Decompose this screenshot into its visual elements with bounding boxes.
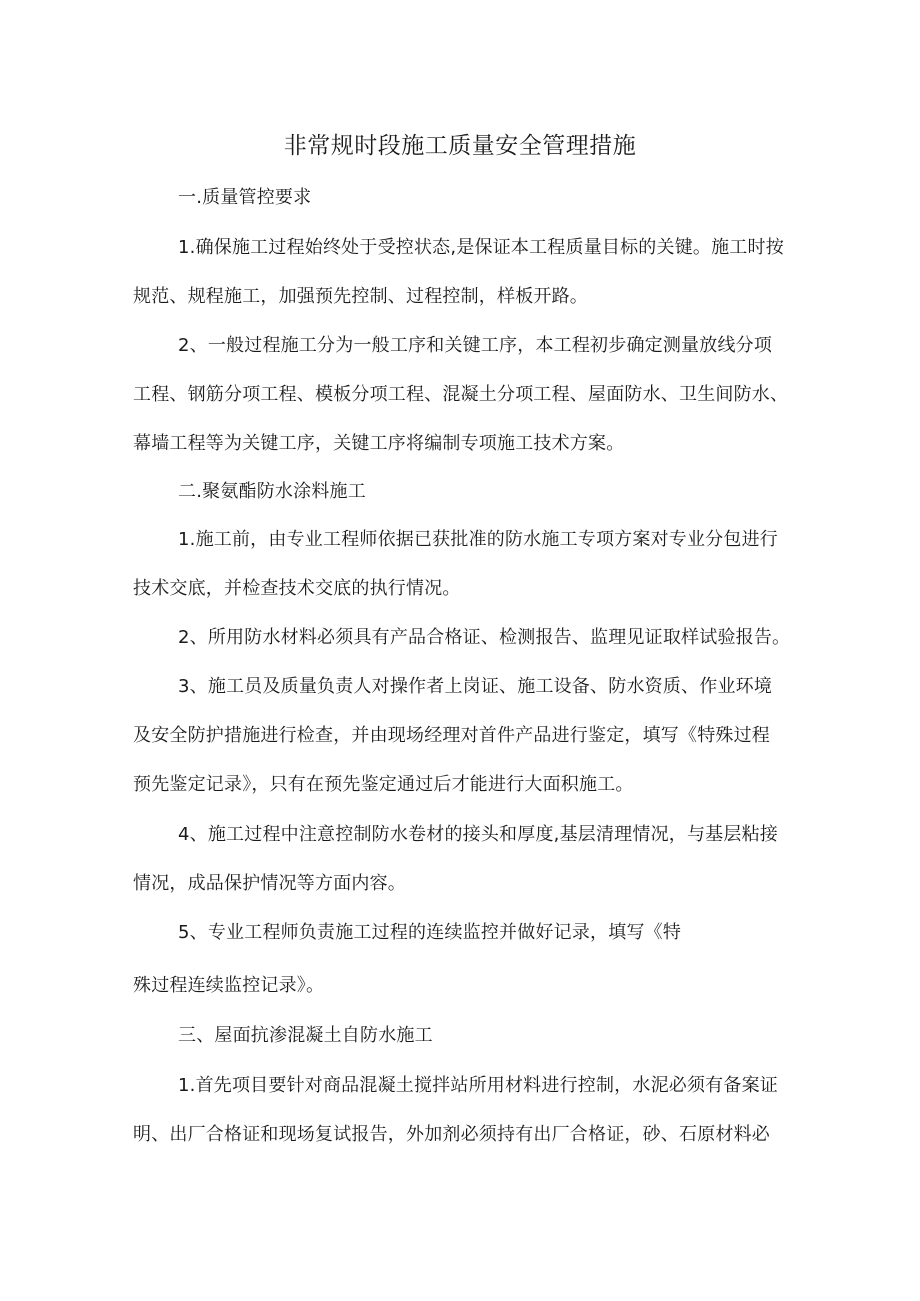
paragraph-line: 2、一般过程施工分为一般工序和关键工序，本工程初步确定测量放线分项 [178, 335, 773, 356]
section-heading-2: 二.聚氨酯防水涂料施工 [178, 481, 366, 502]
paragraph-line: 情况，成品保护情况等方面内容。 [133, 873, 406, 894]
paragraph-line: 幕墙工程等为关键工序，关键工序将编制专项施工技术方案。 [133, 433, 625, 454]
paragraph-line: 预先鉴定记录》，只有在预先鉴定通过后才能进行大面积施工。 [133, 774, 634, 795]
paragraph-line: 2、所用防水材料必须具有产品合格证、检测报告、监理见证取样试验报告。 [178, 627, 791, 648]
paragraph-line: 工程、钢筋分项工程、模板分项工程、混凝土分项工程、屋面防水、卫生间防水、 [133, 384, 789, 405]
section-heading-1: 一.质量管控要求 [178, 187, 312, 208]
paragraph-line: 5、专业工程师负责施工过程的连续监控并做好记录，填写《特 [178, 922, 682, 943]
page-title: 非常规时段施工质量安全管理措施 [283, 133, 637, 159]
paragraph-line: 技术交底，并检查技术交底的执行情况。 [133, 578, 461, 599]
paragraph-line: 明、出厂合格证和现场复试报告，外加剂必须持有出厂合格证，砂、石原材料必 [133, 1124, 770, 1145]
paragraph-line: 1.首先项目要针对商品混凝土搅拌站所用材料进行控制，水泥必须有备案证 [178, 1075, 778, 1096]
paragraph-line: 1.确保施工过程始终处于受控状态,是保证本工程质量目标的关键。施工时按 [178, 237, 784, 258]
paragraph-line: 及安全防护措施进行检查，并由现场经理对首件产品进行鉴定，填写《特殊过程 [133, 725, 770, 746]
paragraph-line: 1.施工前，由专业工程师依据已获批准的防水施工专项方案对专业分包进行 [178, 529, 778, 550]
paragraph-line: 4、施工过程中注意控制防水卷材的接头和厚度,基层清理情况，与基层粘接 [178, 824, 778, 845]
section-heading-3: 三、屋面抗渗混凝土自防水施工 [178, 1025, 433, 1046]
paragraph-line: 3、施工员及质量负责人对操作者上岗证、施工设备、防水资质、作业环境 [178, 676, 773, 697]
paragraph-line: 规范、规程施工，加强预先控制、过程控制，样板开路。 [133, 286, 588, 307]
paragraph-line: 殊过程连续监控记录》。 [133, 975, 325, 996]
